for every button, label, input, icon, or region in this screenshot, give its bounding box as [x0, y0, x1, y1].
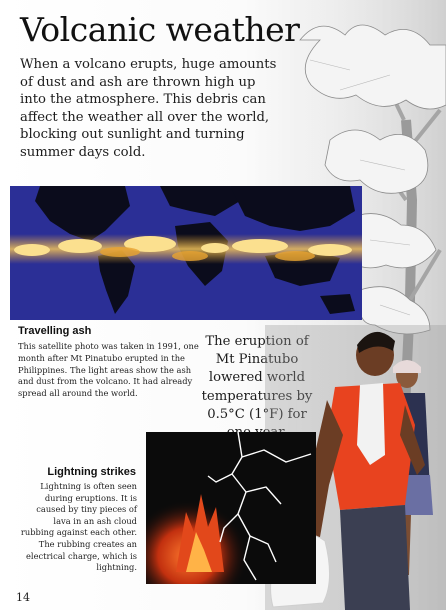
ash-section-heading: Travelling ash	[18, 325, 92, 337]
satellite-ash-band	[10, 234, 362, 264]
page-title: Volcanic weather	[20, 10, 300, 49]
lightning-eruption-photo	[146, 432, 316, 584]
page-number: 14	[16, 591, 30, 604]
temperature-fact: The eruption of Mt Pinatubo lowered world temperatures by 0.5°C (1°F) for	[201, 334, 313, 422]
lightning-section-heading: Lightning strikes	[47, 466, 136, 478]
intro-paragraph: When a volcano erupts, huge amounts of dust and ash are thrown high up into the atmosphere. This debris can affect the weather all over the world, blocking out sunlight and turning summer days cold.	[20, 57, 277, 160]
ash-section-body: This satellite photo was taken in 1991, one month after Mt Pinatubo erupted in the Philippines. The light areas show the ash and dust from the volcano. It had already spread all around the world.	[18, 341, 199, 399]
satellite-ash-photo	[10, 186, 362, 320]
lightning-section-body: Lightning is often seen during eruptions. It is caused by tiny pieces of lava in an ash cloud rubbing against each other. The rubbing creates an electrical charge, which is lightning.	[20, 481, 137, 573]
